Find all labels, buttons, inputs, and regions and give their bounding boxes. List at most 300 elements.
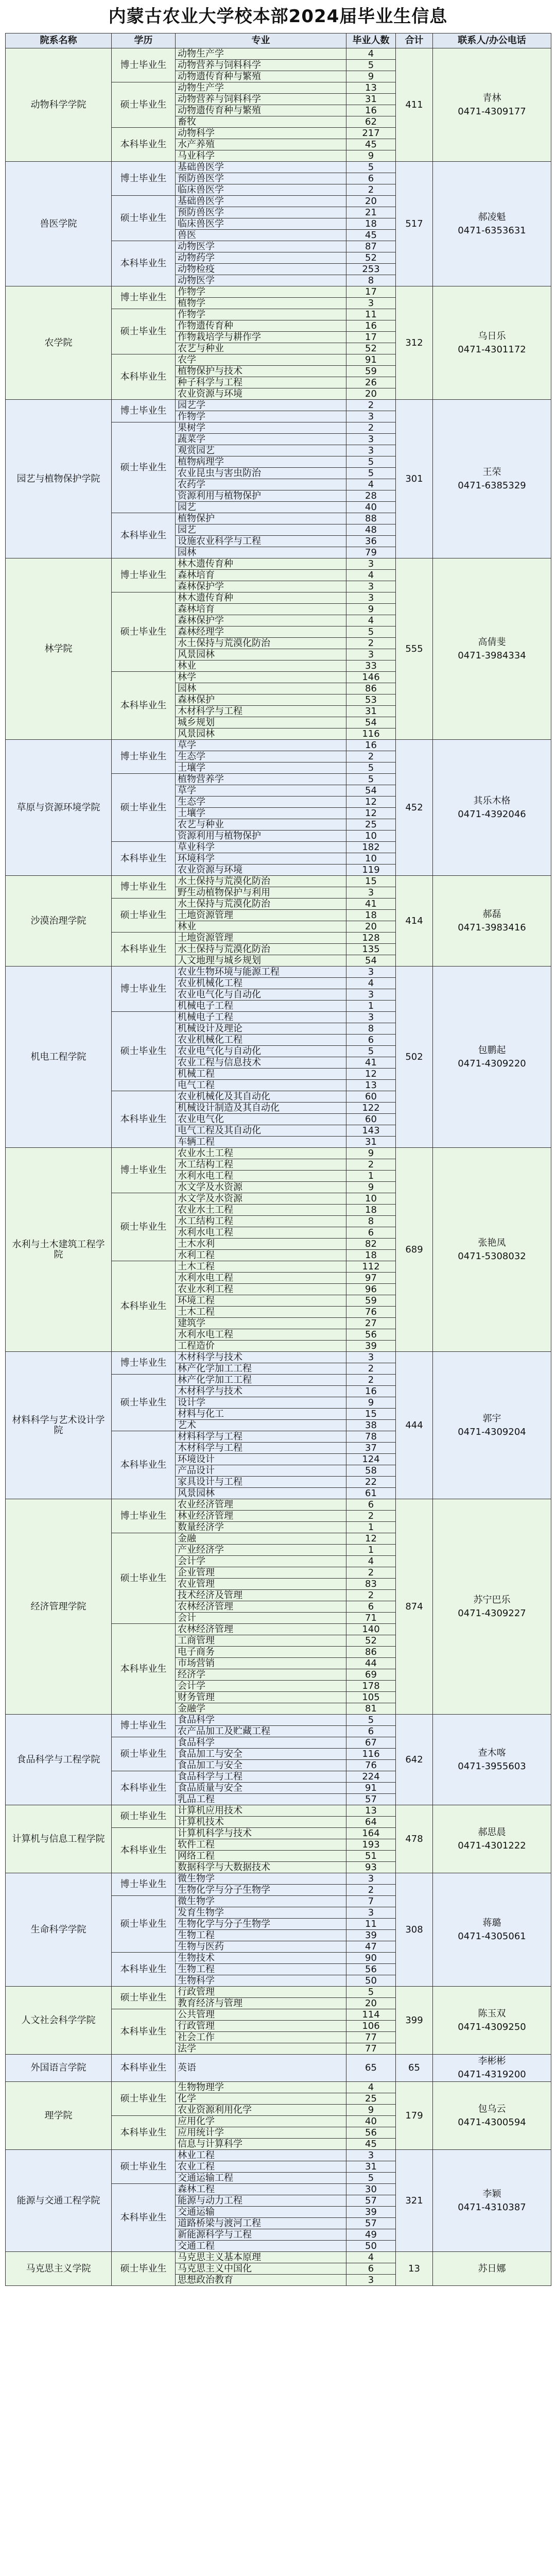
- graduate-count: 31: [346, 2161, 396, 2173]
- major-name: 农业机械化及其自动化: [176, 1091, 346, 1103]
- education-level: 博士毕业生: [112, 558, 176, 592]
- department-name: 沙漠治理学院: [6, 876, 112, 967]
- department-name: 林学院: [6, 558, 112, 740]
- major-name: 果树学: [176, 422, 346, 434]
- department-name: 动物科学学院: [6, 48, 112, 162]
- graduate-count: 88: [346, 513, 396, 524]
- contact-info: [433, 1499, 551, 1715]
- graduate-count: 5: [346, 468, 396, 479]
- graduate-count: 105: [346, 1692, 396, 1703]
- education-level: 硕士毕业生: [112, 774, 176, 842]
- contact-info: [433, 967, 551, 1148]
- graduate-count: 12: [346, 808, 396, 819]
- major-name: 软件工程: [176, 1839, 346, 1851]
- major-name: 资源利用与植物保护: [176, 831, 346, 842]
- graduate-count: 5: [346, 162, 396, 173]
- graduate-count: 50: [346, 2241, 396, 2252]
- major-name: 动物营养与饲料科学: [176, 94, 346, 105]
- major-name: 森林工程: [176, 2184, 346, 2195]
- education-level: 本科毕业生: [112, 933, 176, 967]
- graduate-count: 59: [346, 1295, 396, 1307]
- major-name: 植物保护与技术: [176, 366, 346, 377]
- graduate-count: 47: [346, 1941, 396, 1953]
- graduate-count: 26: [346, 377, 396, 388]
- major-name: 农业资源与环境: [176, 388, 346, 400]
- major-name: 风景园林: [176, 649, 346, 660]
- major-name: 道路桥梁与渡河工程: [176, 2218, 346, 2229]
- graduate-count: 6: [346, 173, 396, 184]
- graduate-count: 4: [346, 2082, 396, 2093]
- department-total: 301: [396, 400, 433, 558]
- graduate-count: 6: [346, 1726, 396, 1737]
- major-name: 森林培育: [176, 570, 346, 581]
- graduate-count: 135: [346, 944, 396, 955]
- graduate-count: 3: [346, 967, 396, 978]
- major-name: 土壤学: [176, 762, 346, 774]
- graduate-count: 8: [346, 1216, 396, 1227]
- major-name: 会计学: [176, 1681, 346, 1692]
- graduate-count: 1: [346, 1522, 396, 1533]
- major-name: 材料科学与工程: [176, 1431, 346, 1443]
- department-total: 312: [396, 286, 433, 400]
- graduate-count: 76: [346, 1307, 396, 1318]
- major-name: 新能源科学与工程: [176, 2229, 346, 2241]
- department-name: 人文社会科学学院: [6, 1987, 112, 2055]
- graduate-count: 193: [346, 1839, 396, 1851]
- major-name: 马克思主义基本原理: [176, 2252, 346, 2263]
- major-name: 园林: [176, 683, 346, 694]
- graduate-count: 2: [346, 184, 396, 196]
- graduate-count: 52: [346, 252, 396, 264]
- graduate-count: 15: [346, 876, 396, 887]
- graduate-count: 12: [346, 1069, 396, 1080]
- contact-phone: 0471-6385329: [458, 480, 526, 491]
- contact-name: 高倩斐: [478, 636, 506, 648]
- graduate-count: 217: [346, 128, 396, 139]
- department-name: 生命科学学院: [6, 1873, 112, 1987]
- graduate-count: 71: [346, 1613, 396, 1624]
- graduate-count: 81: [346, 1703, 396, 1715]
- contact-phone: 0471-4319200: [458, 2069, 526, 2080]
- table-header-row: [6, 33, 551, 48]
- major-name: 农业资源利用化学: [176, 2105, 346, 2116]
- graduate-count: 224: [346, 1771, 396, 1783]
- contact-phone: 0471-4301172: [458, 344, 526, 355]
- major-name: 水土保持与荒漠化防治: [176, 944, 346, 955]
- graduate-count: 3: [346, 1012, 396, 1023]
- contact-info: [433, 162, 551, 286]
- department-name: 草原与资源环境学院: [6, 740, 112, 876]
- education-level: 硕士毕业生: [112, 2252, 176, 2286]
- education-level: 本科毕业生: [112, 842, 176, 876]
- major-name: 人文地理与城乡规划: [176, 955, 346, 967]
- major-name: 作物栽培学与耕作学: [176, 332, 346, 343]
- graduate-count: 52: [346, 343, 396, 354]
- contact-name: 青林: [482, 92, 501, 104]
- major-name: 教育经济与管理: [176, 1998, 346, 2009]
- contact-name: 包乌云: [478, 2103, 506, 2114]
- contact-phone: 0471-4300594: [458, 2116, 526, 2128]
- table-row: [6, 2150, 551, 2161]
- graduates-table: [5, 33, 551, 2286]
- contact-phone: 0471-4305061: [458, 1930, 526, 1942]
- contact-info: [433, 1715, 551, 1805]
- major-name: 基础兽医学: [176, 162, 346, 173]
- graduate-count: 2: [346, 638, 396, 649]
- graduate-count: 9: [346, 1182, 396, 1193]
- graduate-count: 6: [346, 1499, 396, 1511]
- graduate-count: 106: [346, 2021, 396, 2032]
- major-name: 财务管理: [176, 1692, 346, 1703]
- major-name: 机械设计制造及其自动化: [176, 1103, 346, 1114]
- major-name: 生物工程: [176, 1964, 346, 1975]
- contact-info: [433, 1873, 551, 1987]
- major-name: 水文学及水资源: [176, 1193, 346, 1205]
- major-name: 信息与计算科学: [176, 2139, 346, 2150]
- graduate-count: 57: [346, 1794, 396, 1805]
- education-level: 博士毕业生: [112, 286, 176, 309]
- graduate-count: 20: [346, 388, 396, 400]
- graduate-count: 45: [346, 2139, 396, 2150]
- table-row: [6, 876, 551, 887]
- major-name: 会计学: [176, 1556, 346, 1567]
- major-name: 社会工作: [176, 2032, 346, 2043]
- major-name: 园艺: [176, 524, 346, 536]
- graduate-count: 8: [346, 275, 396, 286]
- major-name: 生物化学与分子生物学: [176, 1885, 346, 1896]
- table-row: [6, 286, 551, 298]
- education-level: 本科毕业生: [112, 1261, 176, 1352]
- major-name: 电气工程: [176, 1080, 346, 1091]
- major-name: 土木工程: [176, 1261, 346, 1273]
- graduate-count: 86: [346, 683, 396, 694]
- department-name: 水利与土木建筑工程学院: [6, 1148, 112, 1352]
- contact-phone: 0471-6353631: [458, 225, 526, 236]
- education-level: 本科毕业生: [112, 513, 176, 558]
- major-name: 经济学: [176, 1669, 346, 1681]
- major-name: 水产养殖: [176, 139, 346, 150]
- education-level: 硕士毕业生: [112, 2082, 176, 2116]
- major-name: 微生物学: [176, 1896, 346, 1907]
- major-name: 临床兽医学: [176, 184, 346, 196]
- graduate-count: 12: [346, 1533, 396, 1545]
- major-name: 动物生产学: [176, 48, 346, 60]
- graduate-count: 128: [346, 933, 396, 944]
- major-name: 电气工程及其自动化: [176, 1125, 346, 1137]
- major-name: 数据科学与大数据技术: [176, 1862, 346, 1873]
- contact-name: 蒋璐: [482, 1917, 501, 1928]
- graduate-count: 8: [346, 1023, 396, 1035]
- education-level: 博士毕业生: [112, 1352, 176, 1375]
- graduate-count: 10: [346, 831, 396, 842]
- graduate-count: 164: [346, 1828, 396, 1839]
- graduate-count: 2: [346, 1375, 396, 1386]
- education-level: 本科毕业生: [112, 241, 176, 286]
- graduate-count: 143: [346, 1125, 396, 1137]
- graduate-count: 2: [346, 1363, 396, 1375]
- major-name: 企业管理: [176, 1567, 346, 1579]
- graduate-count: 3: [346, 2150, 396, 2161]
- table-row: [6, 48, 551, 60]
- major-name: 园艺: [176, 502, 346, 513]
- major-name: 农业水利工程: [176, 1284, 346, 1295]
- major-name: 艺术: [176, 1420, 346, 1431]
- major-name: 作物学: [176, 286, 346, 298]
- graduate-count: 5: [346, 762, 396, 774]
- major-name: 森林培育: [176, 604, 346, 615]
- graduate-count: 122: [346, 1103, 396, 1114]
- contact-phone: 0471-4392046: [458, 808, 526, 820]
- contact-name: 郝凌魁: [478, 211, 506, 223]
- graduate-count: 1: [346, 1001, 396, 1012]
- education-level: 硕士毕业生: [112, 196, 176, 241]
- graduate-count: 3: [346, 1873, 396, 1885]
- major-name: 电子商务: [176, 1647, 346, 1658]
- graduate-count: 3: [346, 592, 396, 604]
- department-total: 642: [396, 1715, 433, 1805]
- graduate-count: 9: [346, 1148, 396, 1159]
- department-name: 农学院: [6, 286, 112, 400]
- department-total: 411: [396, 48, 433, 162]
- contact-info: [433, 2252, 551, 2286]
- education-level: 博士毕业生: [112, 1148, 176, 1193]
- contact-phone: 0471-5308032: [458, 1250, 526, 1262]
- graduate-count: 28: [346, 490, 396, 502]
- graduate-count: 2: [346, 1511, 396, 1522]
- major-name: 农业资源与环境: [176, 865, 346, 876]
- major-name: 林业经济管理: [176, 1511, 346, 1522]
- major-name: 英语: [176, 2055, 346, 2082]
- contact-phone: 0471-3983416: [458, 922, 526, 933]
- department-total: 13: [396, 2252, 433, 2286]
- education-level: 本科毕业生: [112, 1828, 176, 1873]
- major-name: 行政管理: [176, 1987, 346, 1998]
- major-name: 思想政治教育: [176, 2275, 346, 2286]
- major-name: 资源利用与植物保护: [176, 490, 346, 502]
- graduate-count: 40: [346, 2116, 396, 2127]
- department-name: 机电工程学院: [6, 967, 112, 1148]
- major-name: 森林经理学: [176, 626, 346, 638]
- major-name: 农业水土工程: [176, 1148, 346, 1159]
- major-name: 农林经济管理: [176, 1624, 346, 1635]
- graduate-count: 182: [346, 842, 396, 853]
- major-name: 发育生物学: [176, 1907, 346, 1919]
- graduate-count: 31: [346, 706, 396, 717]
- graduate-count: 36: [346, 536, 396, 547]
- contact-info: [433, 286, 551, 400]
- graduate-count: 77: [346, 2032, 396, 2043]
- education-level: 硕士毕业生: [112, 1012, 176, 1091]
- contact-info: [433, 1352, 551, 1499]
- graduate-count: 253: [346, 264, 396, 275]
- major-name: 预防兽医学: [176, 207, 346, 218]
- major-name: 环境设计: [176, 1454, 346, 1465]
- contact-info: [433, 740, 551, 876]
- graduate-count: 97: [346, 1273, 396, 1284]
- major-name: 动物检疫: [176, 264, 346, 275]
- graduate-count: 56: [346, 1964, 396, 1975]
- major-name: 产品设计: [176, 1465, 346, 1477]
- contact-name: 王荣: [482, 466, 501, 478]
- graduate-count: 65: [346, 2055, 396, 2082]
- graduate-count: 5: [346, 626, 396, 638]
- major-name: 林木遗传育种: [176, 558, 346, 570]
- graduate-count: 9: [346, 604, 396, 615]
- graduate-count: 3: [346, 298, 396, 309]
- graduate-count: 3: [346, 1907, 396, 1919]
- major-name: 食品科学与工程: [176, 1771, 346, 1783]
- major-name: 农业电气化: [176, 1114, 346, 1125]
- graduate-count: 9: [346, 1397, 396, 1409]
- graduate-count: 91: [346, 1783, 396, 1794]
- education-level: 本科毕业生: [112, 2009, 176, 2055]
- graduate-count: 78: [346, 1431, 396, 1443]
- graduate-count: 25: [346, 819, 396, 831]
- table-row: [6, 2252, 551, 2263]
- graduate-count: 20: [346, 196, 396, 207]
- department-total: 874: [396, 1499, 433, 1715]
- major-name: 预防兽医学: [176, 173, 346, 184]
- graduate-count: 77: [346, 2043, 396, 2055]
- major-name: 应用化学: [176, 2116, 346, 2127]
- graduate-count: 37: [346, 1443, 396, 1454]
- major-name: 市场营销: [176, 1658, 346, 1669]
- contact-name: 苏宁巴乐: [473, 1594, 511, 1605]
- graduate-count: 49: [346, 2229, 396, 2241]
- graduate-count: 2: [346, 1885, 396, 1896]
- education-level: 硕士毕业生: [112, 1533, 176, 1624]
- major-name: 农业电气化与自动化: [176, 989, 346, 1001]
- graduate-count: 54: [346, 717, 396, 728]
- table-row: [6, 1352, 551, 1363]
- major-name: 林业: [176, 660, 346, 672]
- major-name: 农药学: [176, 479, 346, 490]
- major-name: 土木水利: [176, 1239, 346, 1250]
- department-total: 308: [396, 1873, 433, 1987]
- graduate-count: 9: [346, 71, 396, 82]
- graduate-count: 64: [346, 1817, 396, 1828]
- major-name: 机械设计及理论: [176, 1023, 346, 1035]
- graduate-count: 13: [346, 1080, 396, 1091]
- major-name: 观赏园艺: [176, 445, 346, 456]
- graduate-count: 3: [346, 887, 396, 899]
- contact-info: [433, 876, 551, 967]
- education-level: 硕士毕业生: [112, 1805, 176, 1828]
- graduate-count: 9: [346, 2105, 396, 2116]
- graduate-count: 17: [346, 286, 396, 298]
- graduate-count: 124: [346, 1454, 396, 1465]
- graduate-count: 39: [346, 2207, 396, 2218]
- graduate-count: 93: [346, 1862, 396, 1873]
- major-name: 草业科学: [176, 842, 346, 853]
- graduate-count: 2: [346, 1159, 396, 1171]
- graduate-count: 4: [346, 479, 396, 490]
- major-name: 机械电子工程: [176, 1012, 346, 1023]
- major-name: 作物遗传育种: [176, 320, 346, 332]
- major-name: 家具设计与工程: [176, 1477, 346, 1488]
- major-name: 微生物学: [176, 1873, 346, 1885]
- graduate-count: 6: [346, 1227, 396, 1239]
- department-total: 399: [396, 1987, 433, 2055]
- graduate-count: 45: [346, 230, 396, 241]
- major-name: 草学: [176, 740, 346, 751]
- contact-name: 李颖: [482, 2188, 501, 2199]
- major-name: 生物化学与分子生物学: [176, 1919, 346, 1930]
- graduate-count: 58: [346, 1465, 396, 1477]
- major-name: 工商管理: [176, 1635, 346, 1647]
- graduate-count: 38: [346, 1420, 396, 1431]
- major-name: 风景园林: [176, 1488, 346, 1499]
- major-name: 计算机技术: [176, 1817, 346, 1828]
- major-name: 交通运输工程: [176, 2173, 346, 2184]
- graduate-count: 114: [346, 2009, 396, 2021]
- major-name: 网络工程: [176, 1851, 346, 1862]
- graduate-count: 20: [346, 921, 396, 933]
- graduate-count: 3: [346, 2275, 396, 2286]
- major-name: 植物病理学: [176, 456, 346, 468]
- major-name: 木材科学与技术: [176, 1386, 346, 1397]
- major-name: 基础兽医学: [176, 196, 346, 207]
- major-name: 水土保持与荒漠化防治: [176, 899, 346, 910]
- contact-name: 查木喀: [478, 1747, 506, 1758]
- graduate-count: 69: [346, 1669, 396, 1681]
- major-name: 动物营养与饲料科学: [176, 60, 346, 71]
- major-name: 蔬菜学: [176, 434, 346, 445]
- major-name: 食品加工与安全: [176, 1760, 346, 1771]
- graduate-count: 4: [346, 615, 396, 626]
- major-name: 植物营养学: [176, 774, 346, 785]
- major-name: 金融: [176, 1533, 346, 1545]
- major-name: 生物与医药: [176, 1941, 346, 1953]
- contact-phone: 0471-4309204: [458, 1426, 526, 1437]
- major-name: 生态学: [176, 796, 346, 808]
- major-name: 森林保护学: [176, 581, 346, 592]
- department-name: 能源与交通工程学院: [6, 2150, 112, 2252]
- graduate-count: 116: [346, 728, 396, 740]
- major-name: 建筑学: [176, 1318, 346, 1329]
- major-name: 动物生产学: [176, 82, 346, 94]
- table-row: [6, 1148, 551, 1159]
- table-row: [6, 1987, 551, 1998]
- major-name: 农林经济管理: [176, 1601, 346, 1613]
- contact-name: 郭宇: [482, 1413, 501, 1424]
- table-row: [6, 1715, 551, 1726]
- graduate-count: 5: [346, 60, 396, 71]
- graduate-count: 52: [346, 1635, 396, 1647]
- department-total: 179: [396, 2082, 433, 2150]
- major-name: 林产化学加工工程: [176, 1375, 346, 1386]
- major-name: 车辆工程: [176, 1137, 346, 1148]
- graduate-count: 6: [346, 1035, 396, 1046]
- graduate-count: 11: [346, 309, 396, 320]
- department-total: 502: [396, 967, 433, 1148]
- major-name: 动物医学: [176, 275, 346, 286]
- major-name: 生态学: [176, 751, 346, 762]
- contact-info: [433, 1805, 551, 1873]
- contact-name: 陈玉双: [478, 2008, 506, 2019]
- contact-name: 李彬彬: [478, 2056, 506, 2066]
- major-name: 动物遗传育种与繁殖: [176, 71, 346, 82]
- graduate-count: 60: [346, 1091, 396, 1103]
- major-name: 马克思主义中国化: [176, 2263, 346, 2275]
- contact-phone: 0471-4301222: [458, 1840, 526, 1851]
- graduate-count: 62: [346, 116, 396, 128]
- contact-phone: 0471-3984334: [458, 650, 526, 661]
- education-level: 本科毕业生: [112, 1091, 176, 1148]
- education-level: 本科毕业生: [112, 2184, 176, 2252]
- graduate-count: 3: [346, 558, 396, 570]
- contact-info: [433, 400, 551, 558]
